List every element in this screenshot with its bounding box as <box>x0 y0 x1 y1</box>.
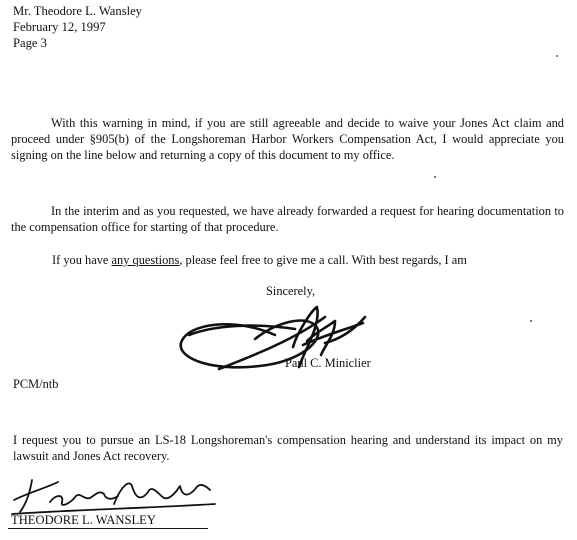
page-number: Page 3 <box>13 36 47 50</box>
scan-speck <box>556 55 558 57</box>
acknowledgment-text: I request you to pursue an LS-18 Longshoreman's compensation hearing and understand its impact on my lawsuit and Jones Act recovery. <box>13 433 563 463</box>
letter-date: February 12, 1997 <box>13 20 106 34</box>
recipient-name: Mr. Theodore L. Wansley <box>13 4 142 18</box>
client-printed-name: THEODORE L. WANSLEY <box>11 513 156 527</box>
closing-salutation: Sincerely, <box>266 284 316 298</box>
paragraph-3-tail: , please feel free to give me a call. With best regards, I am <box>179 253 467 267</box>
any-questions-underlined: any questions <box>111 253 180 267</box>
scan-speck <box>530 320 532 322</box>
body-paragraph-1: With this warning in mind, if you are still agreeable and decide to waive your Jones Act claim and proceed under §905(b) of the Longshoreman Harbor Workers Compensation Act, I would appreciate you signing on the line below and returning a copy of this document to my office. <box>11 116 564 162</box>
body-paragraph-2: In the interim and as you requested, we have already forwarded a request for hearing documentation to the compensation office for starting of that procedure. <box>11 204 564 234</box>
scan-speck <box>434 176 436 178</box>
signer-typed-name: Paul C. Miniclier <box>285 356 371 370</box>
typist-initials: PCM/ntb <box>13 377 59 391</box>
signature-line <box>8 528 208 529</box>
attorney-signature-image <box>175 295 375 385</box>
body-paragraph-3 <box>52 252 467 268</box>
paragraph-3-lead: If you have <box>52 253 112 267</box>
